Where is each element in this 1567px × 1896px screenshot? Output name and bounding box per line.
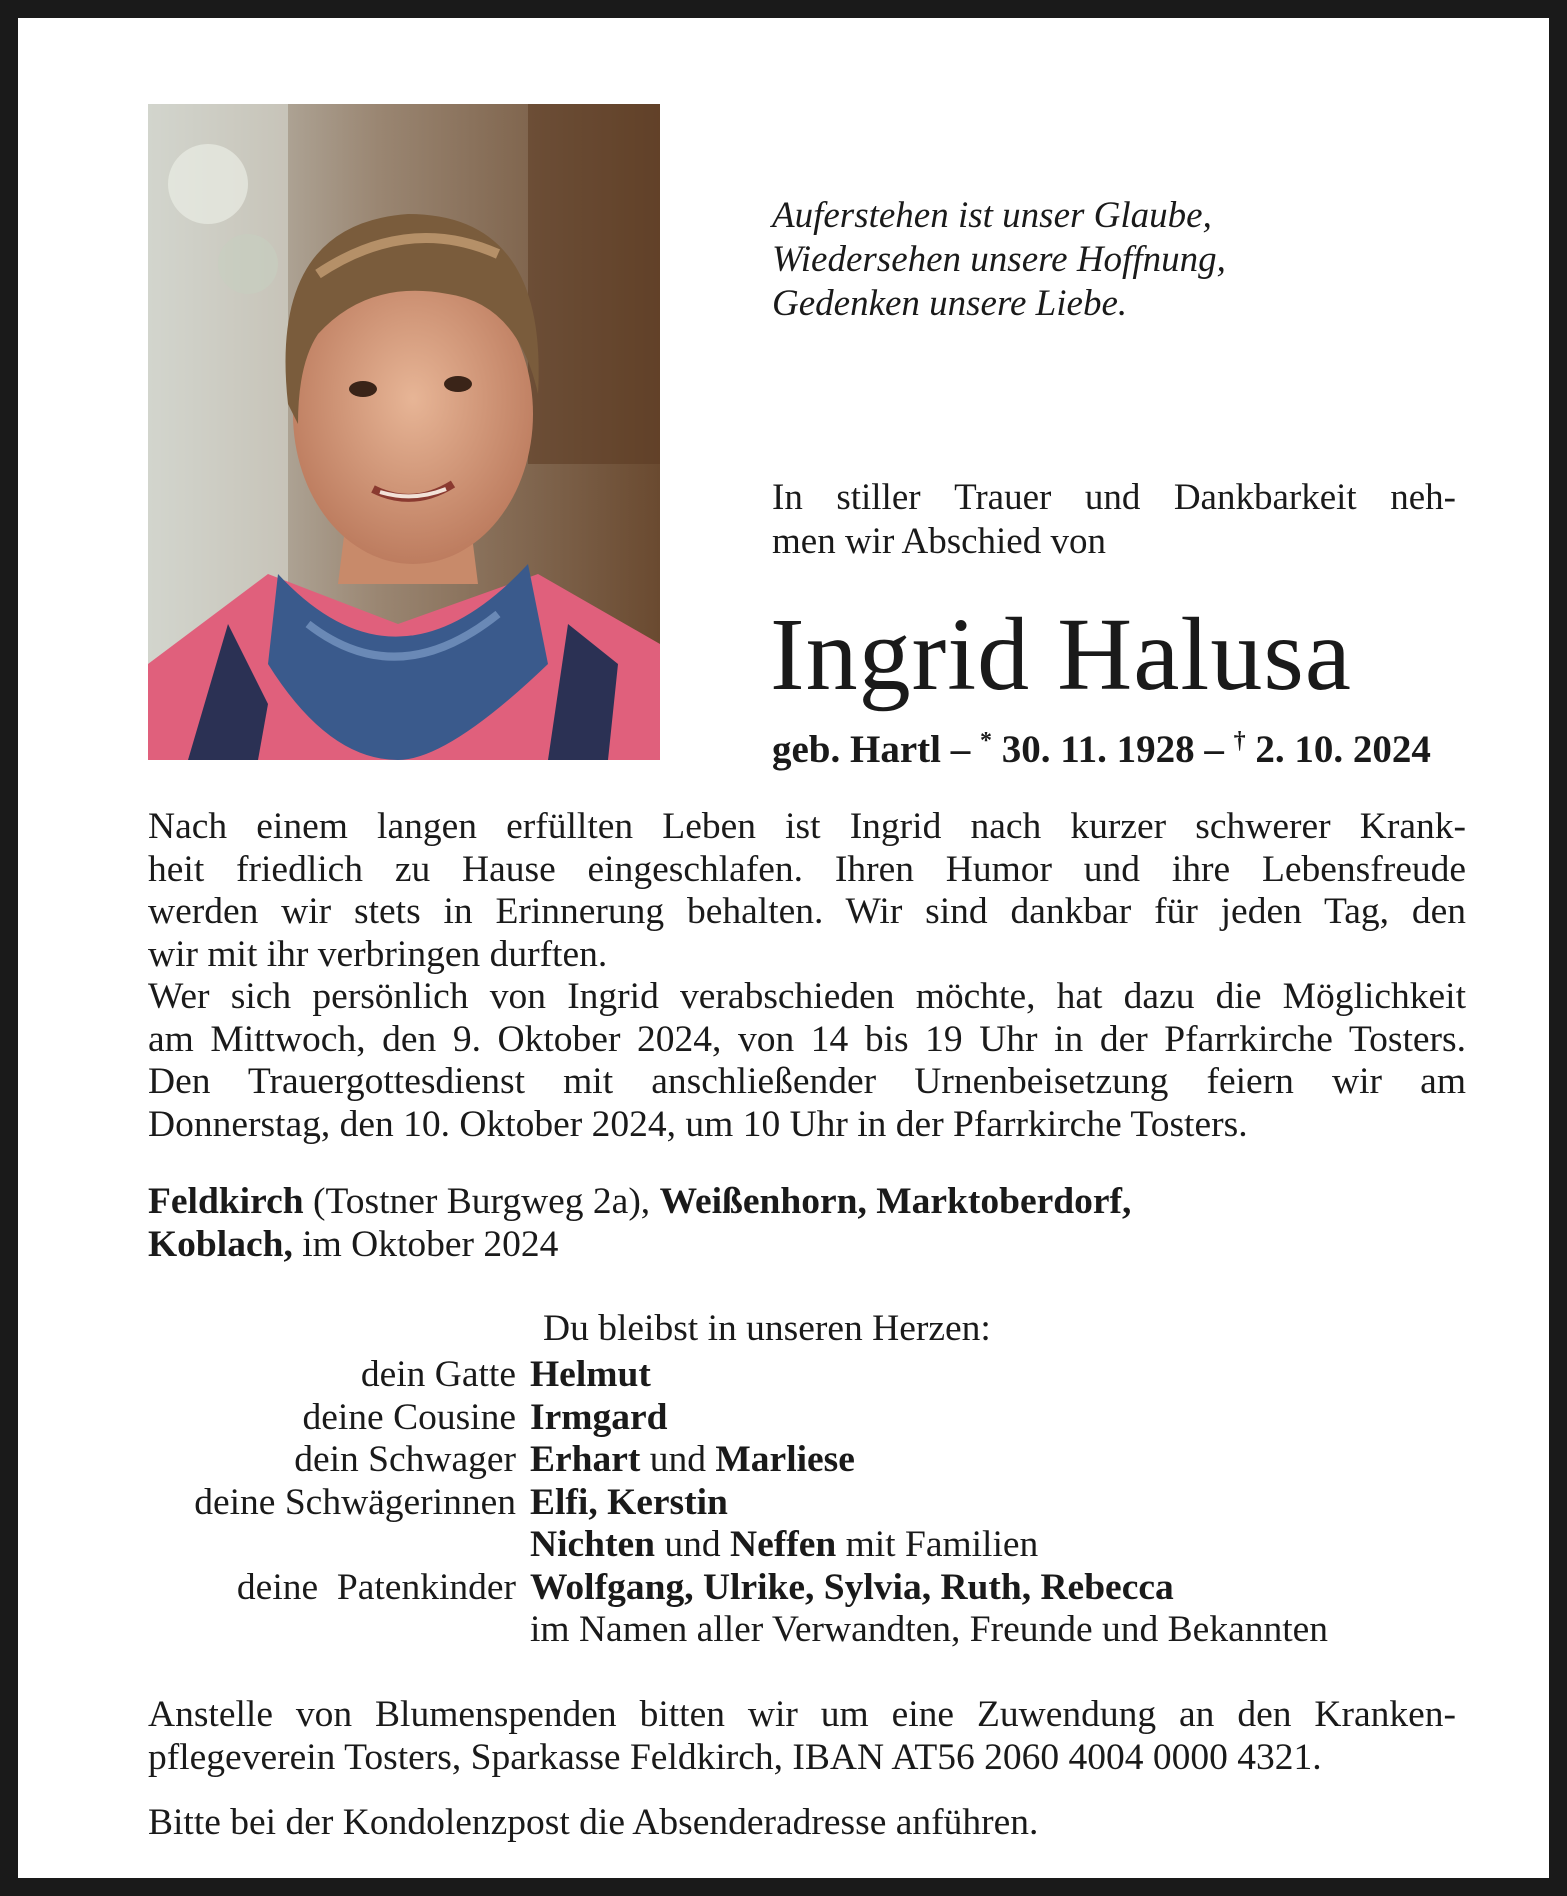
body-line: Wer sich persönlich von Ingrid verabschieden möchte, hat dazu die Möglichkeit <box>148 976 1466 1017</box>
relation-label <box>148 1524 530 1567</box>
mourner-name: Irmgard <box>530 1396 668 1438</box>
body-line: werden wir stets in Erinnerung behalten. Wir sind dankbar für jeden Tag, den <box>148 891 1466 932</box>
place-name: Feldkirch <box>148 1181 304 1222</box>
body-line: Den Trauergottesdienst mit anschließender Urnenbeisetzung feiern wir am <box>148 1061 1466 1102</box>
body-line: wir mit ihr verbringen durften. <box>148 933 608 975</box>
obituary-body <box>148 806 1466 1146</box>
quote-line: Auferstehen ist unser Glaube, <box>772 195 1212 236</box>
body-line: heit friedlich zu Hause eingeschlafen. Ihren Humor und ihre Lebensfreude <box>148 848 1466 890</box>
portrait-illustration <box>148 104 660 760</box>
connector: und <box>640 1439 716 1480</box>
birth-symbol: * <box>979 728 992 754</box>
mourner-row <box>148 1567 1478 1610</box>
body-line: Donnerstag, den 10. Oktober 2024, um 10 Uhr in der Pfarrkirche Tosters. <box>148 1103 1248 1145</box>
relation-label: dein Schwager <box>294 1439 516 1480</box>
relation-label: dein Gatte <box>360 1354 516 1395</box>
intro-line <box>772 476 1456 520</box>
death-symbol: † <box>1233 728 1246 754</box>
deceased-name: Ingrid Halusa <box>770 597 1352 712</box>
relation-label <box>148 1609 530 1652</box>
intro-word: Trauer <box>954 477 1052 518</box>
donation-line: Anstelle von Blumenspenden bitten wir um eine Zuwendung an den Kranken- <box>148 1694 1456 1735</box>
life-dates <box>772 726 1431 774</box>
mourner-name: Neffen <box>730 1524 837 1565</box>
intro-word: neh- <box>1390 477 1456 518</box>
intro-text <box>772 476 1456 564</box>
mourner-row <box>148 1482 1478 1525</box>
mourner-row <box>148 1524 1478 1567</box>
body-line: Nach einem langen erfüllten Leben ist Ingrid nach kurzer schwerer Krank- <box>148 806 1466 847</box>
place-name: Koblach, <box>148 1223 293 1265</box>
portrait-photo <box>148 104 660 760</box>
body-line: am Mittwoch, den 9. Oktober 2024, von 14 bis 19 Uhr in der Pfarrkirche Tosters. <box>148 1018 1466 1060</box>
mourner-row <box>148 1609 1478 1652</box>
mourner-row <box>148 1397 1478 1440</box>
mourner-name: Nichten <box>530 1524 655 1565</box>
donation-request <box>148 1694 1456 1779</box>
connector: und <box>655 1524 730 1565</box>
mourners-heading: Du bleibst in unseren Herzen: <box>543 1308 991 1349</box>
quote-line: Wiedersehen unsere Hoffnung, <box>772 239 1226 280</box>
quote-line: Gedenken unsere Liebe. <box>772 283 1128 324</box>
mourner-row <box>148 1439 1478 1482</box>
relation-label: deine Cousine <box>302 1396 516 1438</box>
intro-word: stiller <box>836 477 921 518</box>
connector: mit Familien <box>836 1524 1039 1565</box>
birth-date: 30. 11. 1928 – <box>1001 728 1224 771</box>
closing-line: im Namen aller Verwandten, Freunde und Bekannten <box>530 1609 1329 1650</box>
condolence-note: Bitte bei der Kondolenzpost die Absenderadresse anführen. <box>148 1802 1039 1843</box>
place-names: Weißenhorn, Marktoberdorf, <box>659 1181 1132 1222</box>
intro-word: und <box>1084 477 1141 518</box>
intro-word: In <box>772 477 803 518</box>
address: (Tostner Burgweg 2a), <box>303 1181 660 1222</box>
memorial-quote <box>772 194 1226 326</box>
donation-line: pflegeverein Tosters, Sparkasse Feldkirch, IBAN AT56 2060 4004 0000 4321. <box>148 1736 1322 1778</box>
mourner-name: Helmut <box>530 1354 651 1395</box>
maiden-name: geb. Hartl – <box>772 728 971 771</box>
places-and-date <box>148 1181 1131 1266</box>
mourners-list <box>148 1354 1478 1652</box>
relation-label: deine Patenkinder <box>236 1566 516 1608</box>
mourner-name: Wolfgang, Ulrike, Sylvia, Ruth, Rebecca <box>530 1566 1174 1608</box>
mourner-name: Marliese <box>715 1439 855 1480</box>
death-date: 2. 10. 2024 <box>1255 728 1431 771</box>
intro-word: Dankbarkeit <box>1173 477 1357 518</box>
relation-label: deine Schwägerinnen <box>194 1481 516 1523</box>
mourner-name: Erhart <box>530 1439 641 1480</box>
mourner-name: Elfi, Kerstin <box>530 1481 728 1523</box>
mourner-row <box>148 1354 1478 1397</box>
date-text: im Oktober 2024 <box>292 1223 559 1265</box>
intro-line: men wir Abschied von <box>772 521 1106 562</box>
